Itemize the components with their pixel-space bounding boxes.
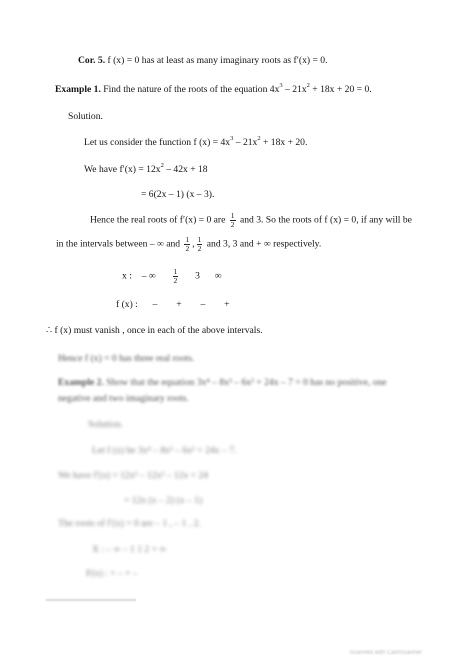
roots-text-c: and 3. So the roots of f (x) = 0, if any will be (239, 214, 412, 226)
cor5-text-b: (x) = 0. (298, 55, 328, 66)
scanner-watermark: Scanned with CamScanner (349, 650, 422, 656)
consider-mid: – 21x (233, 137, 258, 148)
blurred-example2-label: Example 2. (58, 377, 104, 388)
consider-exp2: 2 (257, 135, 261, 142)
example1-line (55, 84, 372, 96)
consider-exp1: 3 (230, 135, 234, 142)
example1-mid1: – 21x (282, 84, 307, 95)
x-val-three: 3 (195, 270, 200, 282)
derivative-exp: 2 (160, 162, 164, 169)
fx-sign-1: – (152, 299, 158, 310)
x-label: x : (122, 270, 132, 282)
consider-line (84, 137, 307, 149)
blurred-line-1: Hence f (x) = 0 has three real roots. (58, 353, 195, 364)
blurred-example2-line-2: negative and two imaginary roots. (58, 393, 189, 404)
derivative-line: We have $f'(x) = 12x^2 - 42x + 18$ (84, 162, 208, 175)
fx-label: f (x) : (116, 299, 138, 310)
roots-text-a: Hence the real roots of f (90, 214, 183, 226)
roots-text-b: (x) = 0 are (185, 214, 226, 226)
half-fraction: $\frac{1}{2}$ (230, 211, 235, 229)
intervals-line (56, 236, 321, 253)
sign-table-fx-row (116, 299, 230, 311)
conclusion-text: f (x) must vanish , once in each of the above intervals. (54, 325, 263, 336)
fx-sign-2: + (176, 299, 182, 310)
x-val-half: $\frac{1}{2}$ (173, 267, 178, 285)
blurred-factored-line: = 12x (x – 2) (x – 1) (124, 495, 203, 506)
blurred-example2-line (58, 377, 387, 389)
x-val-inf: ∞ (214, 270, 222, 282)
blurred-roots-line: The roots of f′(x) = 0 are – 1 , – 1 , 2. (58, 518, 201, 529)
derivative-prefix: We have f (84, 164, 123, 175)
derivative-mid: (x) = 12x (124, 164, 161, 175)
fx-sign-3: – (200, 299, 206, 310)
roots-line: Hence the real roots of f′(x) = 0 are $\frac{1}{2}$ and 3. So the roots of f (x) = 0, if any will be (90, 211, 412, 229)
blurred-consider-line: Let f (x) be 3x⁴ – 8x³ – 6x² + 24x – 7. (92, 445, 237, 456)
consider-text: Let us consider the function f (x) = 4x (84, 137, 231, 148)
fx-sign-4: + (224, 299, 230, 310)
intervals-text-a: in the intervals between – ∞ and (56, 238, 181, 250)
example1-exp2: 2 (306, 82, 310, 89)
blurred-derivative-line: We have f′(x) = 12x³ – 12x² – 12x + 24 (58, 470, 209, 481)
example1-text: Find the nature of the roots of the equation 4x (103, 84, 280, 95)
example1-label: Example 1. (55, 84, 101, 95)
interval-fraction-1: $\frac{1}{2}$ (185, 235, 190, 253)
x-val-neg-inf: – ∞ (141, 270, 156, 282)
footer-rule (46, 599, 136, 601)
derivative-tail: – 42x + 18 (163, 164, 208, 175)
sign-table-x-row (122, 268, 222, 285)
conclusion-line (46, 325, 263, 337)
blurred-x-row: X : – ∞ – 1 1 2 + ∞ (92, 544, 167, 555)
intervals-text-b: and 3, 3 and + ∞ respectively. (206, 238, 322, 250)
solution-heading: Solution. (68, 111, 103, 122)
consider-tail: + 18x + 20. (260, 137, 308, 148)
therefore-symbol: ∴ (46, 325, 53, 336)
cor5-text-a: f (x) = 0 has at least as many imaginary roots as f (107, 55, 297, 66)
blurred-fx-row: F(x) : + – + – (86, 568, 138, 579)
blurred-solution-heading: Solution. (88, 419, 123, 430)
example1-exp1: 3 (279, 82, 283, 89)
cor5-line: Cor. 5. f (x) = 0 has at least as many imaginary roots as f′(x) = 0. (78, 55, 328, 66)
cor5-label: Cor. 5. (78, 55, 106, 66)
blurred-example2-text: Show that the equation 3x⁴ – 8x³ – 6x² + 24x – 7 = 0 has no positive, one (106, 377, 387, 388)
intervals-sep: , (192, 238, 195, 250)
example1-tail: + 18x + 20 = 0. (309, 84, 372, 95)
interval-fraction-2: $\frac{1}{2}$ (197, 235, 202, 253)
factored-line: = 6(2x – 1) (x – 3). (141, 189, 215, 200)
